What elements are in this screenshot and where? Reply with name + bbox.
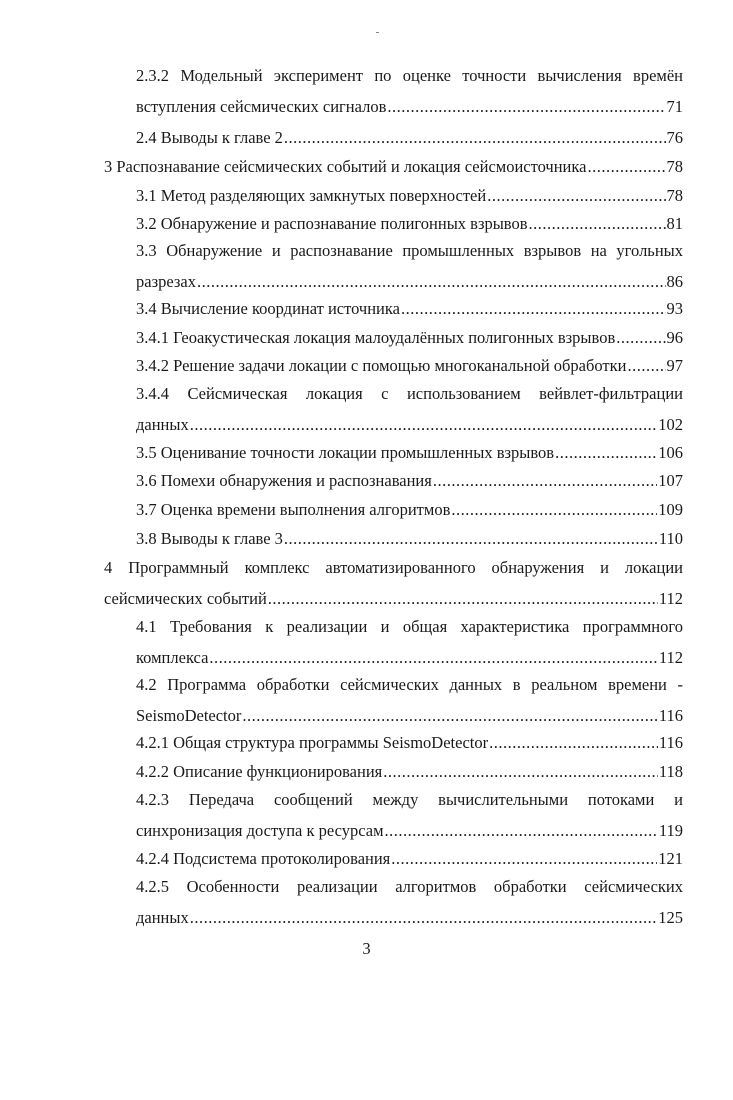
toc-entry[interactable] bbox=[136, 849, 683, 880]
toc-entry-title: разрезах bbox=[136, 272, 196, 291]
toc-entry-title: SeismoDetector bbox=[136, 706, 242, 725]
toc-entry[interactable] bbox=[136, 299, 683, 330]
toc-entry-title: 4.1 Требования к реализации и общая характеристика программного bbox=[136, 617, 683, 636]
toc-entry-title: 3 Распознавание сейсмических событий и локация сейсмоисточника bbox=[104, 157, 587, 176]
toc-page-number: 116 bbox=[658, 706, 683, 725]
leader-dots bbox=[209, 648, 657, 668]
toc-page-number: 96 bbox=[666, 328, 683, 347]
toc-entry[interactable] bbox=[136, 66, 683, 128]
leader-dots bbox=[383, 762, 658, 782]
toc-entry-title: 4.2.5 Особенности реализации алгоритмов обработки сейсмических bbox=[136, 877, 683, 896]
toc-entry[interactable] bbox=[136, 790, 683, 852]
toc-page-number: 78 bbox=[666, 186, 683, 205]
toc-entry-title: 3.6 Помехи обнаружения и распознавания bbox=[136, 471, 432, 490]
leader-dots bbox=[284, 529, 658, 549]
toc-entry-title: 4.2.2 Описание функционирования bbox=[136, 762, 383, 781]
leader-dots bbox=[616, 328, 665, 348]
toc-entry[interactable] bbox=[136, 529, 683, 560]
toc-entry-title: 2.3.2 Модельный эксперимент по оценке точности вычисления времён bbox=[136, 66, 683, 85]
toc-page-number: 81 bbox=[666, 214, 683, 233]
leader-dots bbox=[387, 97, 665, 117]
toc-entry[interactable] bbox=[136, 128, 683, 159]
toc-page-number: 93 bbox=[666, 299, 683, 318]
toc-entry-title: 3.7 Оценка времени выполнения алгоритмов bbox=[136, 500, 451, 519]
toc-entry-title: 4 Программный комплекс автоматизированного обнаружения и локации bbox=[104, 558, 683, 577]
toc-entry[interactable] bbox=[136, 241, 683, 303]
toc-entry[interactable] bbox=[136, 186, 683, 217]
toc-entry-title: 3.4.1 Геоакустическая локация малоудалённых полигонных взрывов bbox=[136, 328, 616, 347]
toc-entry-title: 3.2 Обнаружение и распознавание полигонных взрывов bbox=[136, 214, 528, 233]
toc-entry-title: данных bbox=[136, 908, 189, 927]
toc-entry[interactable] bbox=[136, 328, 683, 359]
toc-page-number: 116 bbox=[658, 733, 683, 752]
toc-entry[interactable] bbox=[136, 443, 683, 474]
leader-dots bbox=[197, 272, 666, 292]
toc-page-number: 125 bbox=[658, 908, 683, 927]
toc-entry-title: 3.4.2 Решение задачи локации с помощью многоканальной обработки bbox=[136, 356, 627, 375]
toc-page-number: 112 bbox=[658, 648, 683, 667]
toc-entry-title: 3.4.4 Сейсмическая локация с использованием вейвлет-фильтрации bbox=[136, 384, 683, 403]
toc-entry-title: синхронизация доступа к ресурсам bbox=[136, 821, 384, 840]
toc-entry-title: 3.3 Обнаружение и распознавание промышленных взрывов на угольных bbox=[136, 241, 683, 260]
toc-entry-title: 4.2.4 Подсистема протоколирования bbox=[136, 849, 391, 868]
toc-page-number: 121 bbox=[658, 849, 683, 868]
toc-entry-title: 2.4 Выводы к главе 2 bbox=[136, 128, 283, 147]
leader-dots bbox=[587, 157, 665, 177]
leader-dots bbox=[451, 500, 657, 520]
leader-dots bbox=[391, 849, 657, 869]
leader-dots bbox=[487, 186, 665, 206]
toc-entry-title: 4.2.3 Передача сообщений между вычислительными потоками и bbox=[136, 790, 683, 809]
toc-entry[interactable] bbox=[104, 558, 683, 620]
leader-dots bbox=[190, 415, 658, 435]
toc-entry-title: комплекса bbox=[136, 648, 209, 667]
toc-entry[interactable] bbox=[136, 877, 683, 939]
toc-entry-title: 3.5 Оценивание точности локации промышленных взрывов bbox=[136, 443, 555, 462]
toc-page-number: 118 bbox=[658, 762, 683, 781]
toc-entry[interactable] bbox=[136, 617, 683, 679]
leader-dots bbox=[401, 299, 666, 319]
toc-entry-title: 3.4 Вычисление координат источника bbox=[136, 299, 400, 318]
page-number: 3 bbox=[362, 939, 371, 958]
leader-dots bbox=[385, 821, 658, 841]
leader-dots bbox=[268, 589, 658, 609]
toc-page-number: 78 bbox=[666, 157, 683, 176]
toc-entry-title: сейсмических событий bbox=[104, 589, 267, 608]
toc-page-number: 119 bbox=[658, 821, 683, 840]
leader-dots bbox=[190, 908, 658, 928]
toc-entry[interactable] bbox=[136, 471, 683, 502]
toc-page-number: 86 bbox=[666, 272, 683, 291]
toc-page-number: 97 bbox=[666, 356, 683, 375]
scan-speck bbox=[376, 32, 379, 33]
toc-entry[interactable] bbox=[136, 356, 683, 387]
toc-entry[interactable] bbox=[136, 384, 683, 446]
leader-dots bbox=[284, 128, 666, 148]
leader-dots bbox=[555, 443, 657, 463]
leader-dots bbox=[433, 471, 657, 491]
toc-entry[interactable] bbox=[136, 500, 683, 531]
leader-dots bbox=[489, 733, 658, 753]
toc-entry-title: 4.2 Программа обработки сейсмических данных в реальном времени - bbox=[136, 675, 683, 694]
toc-page-number: 110 bbox=[658, 529, 683, 548]
toc-entry-title: данных bbox=[136, 415, 189, 434]
toc-page-number: 109 bbox=[658, 500, 683, 519]
toc-entry-title: 3.1 Метод разделяющих замкнутых поверхностей bbox=[136, 186, 487, 205]
toc-page-number: 107 bbox=[658, 471, 683, 490]
leader-dots bbox=[529, 214, 666, 234]
toc-page-number: 106 bbox=[658, 443, 683, 462]
toc-entry[interactable] bbox=[136, 675, 683, 737]
toc-entry[interactable] bbox=[136, 733, 683, 764]
toc-page-number: 71 bbox=[666, 97, 683, 116]
leader-dots bbox=[628, 356, 666, 376]
toc-entry-title: вступления сейсмических сигналов bbox=[136, 97, 387, 116]
toc-entry[interactable] bbox=[104, 157, 683, 188]
toc-entry-title: 3.8 Выводы к главе 3 bbox=[136, 529, 283, 548]
toc-entry[interactable] bbox=[136, 762, 683, 793]
toc-page-number: 102 bbox=[658, 415, 683, 434]
toc-entry-title: 4.2.1 Общая структура программы SeismoDetector bbox=[136, 733, 489, 752]
leader-dots bbox=[242, 706, 657, 726]
toc-page-number: 76 bbox=[666, 128, 683, 147]
toc-page-number: 112 bbox=[658, 589, 683, 608]
